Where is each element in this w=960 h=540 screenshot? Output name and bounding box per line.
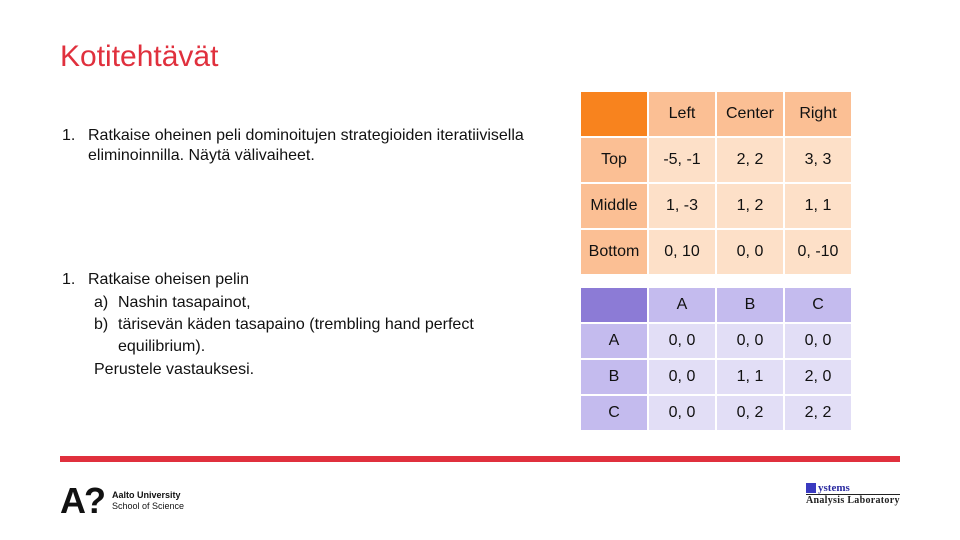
aalto-school-label: School of Science [112, 501, 185, 511]
column-header: Left [649, 92, 715, 136]
question-1 [62, 126, 532, 166]
payoff-cell: 2, 0 [785, 360, 851, 394]
question-2-number: 1. [62, 271, 76, 288]
payoff-cell: 0, 0 [717, 324, 783, 358]
payoff-cell: 0, 0 [785, 324, 851, 358]
row-header: Bottom [581, 230, 647, 274]
payoff-cell: 0, 2 [717, 396, 783, 430]
column-header: A [649, 288, 715, 322]
row-header: C [581, 396, 647, 430]
aalto-logo [60, 480, 184, 522]
aalto-wordmark [112, 490, 184, 512]
column-header: C [785, 288, 851, 322]
payoff-cell: 2, 2 [717, 138, 783, 182]
table-corner [581, 92, 647, 136]
payoff-cell: 3, 3 [785, 138, 851, 182]
question-2-closing: Perustele vastauksesi. [94, 361, 255, 378]
sal-bottom-label: Analysis Laboratory [806, 495, 900, 506]
sal-square-icon [806, 483, 816, 493]
sal-top-label: ystems [818, 482, 850, 494]
question-2-item-a [62, 292, 542, 314]
payoff-cell: 0, -10 [785, 230, 851, 274]
row-header: Middle [581, 184, 647, 228]
row-header: A [581, 324, 647, 358]
sal-logo-top [806, 482, 900, 494]
item-text: Nashin tasapainot, [118, 294, 251, 311]
slide-title: Kotitehtävät [60, 40, 219, 73]
payoff-table-1 [579, 90, 853, 276]
question-2-item-b [62, 314, 542, 358]
footer-divider [60, 456, 900, 462]
column-header: Center [717, 92, 783, 136]
payoff-cell: 1, 2 [717, 184, 783, 228]
column-header: Right [785, 92, 851, 136]
item-label: b) [94, 316, 109, 333]
payoff-cell: 0, 10 [649, 230, 715, 274]
payoff-cell: 0, 0 [717, 230, 783, 274]
column-header: B [717, 288, 783, 322]
aalto-university-label: Aalto University [112, 490, 181, 500]
payoff-cell: 0, 0 [649, 360, 715, 394]
payoff-cell: 1, 1 [785, 184, 851, 228]
question-1-number: 1. [62, 127, 76, 144]
sal-logo [806, 482, 900, 506]
question-1-text: Ratkaise oheinen peli dominoitujen strategioiden iteratiivisella eliminoinnilla. Näytä välivaiheet. [88, 127, 524, 164]
payoff-cell: 0, 0 [649, 396, 715, 430]
payoff-table-2 [579, 286, 853, 432]
item-text: tärisevän käden tasapaino (trembling hand perfect equilibrium). [118, 316, 474, 355]
row-header: Top [581, 138, 647, 182]
aalto-mark-icon: A? [60, 480, 104, 521]
payoff-cell: 2, 2 [785, 396, 851, 430]
payoff-cell: 1, 1 [717, 360, 783, 394]
question-2 [62, 268, 542, 382]
payoff-cell: 0, 0 [649, 324, 715, 358]
row-header: B [581, 360, 647, 394]
payoff-cell: -5, -1 [649, 138, 715, 182]
question-2-text: Ratkaise oheisen pelin [88, 271, 249, 288]
item-label: a) [94, 294, 109, 311]
table-corner [581, 288, 647, 322]
payoff-cell: 1, -3 [649, 184, 715, 228]
